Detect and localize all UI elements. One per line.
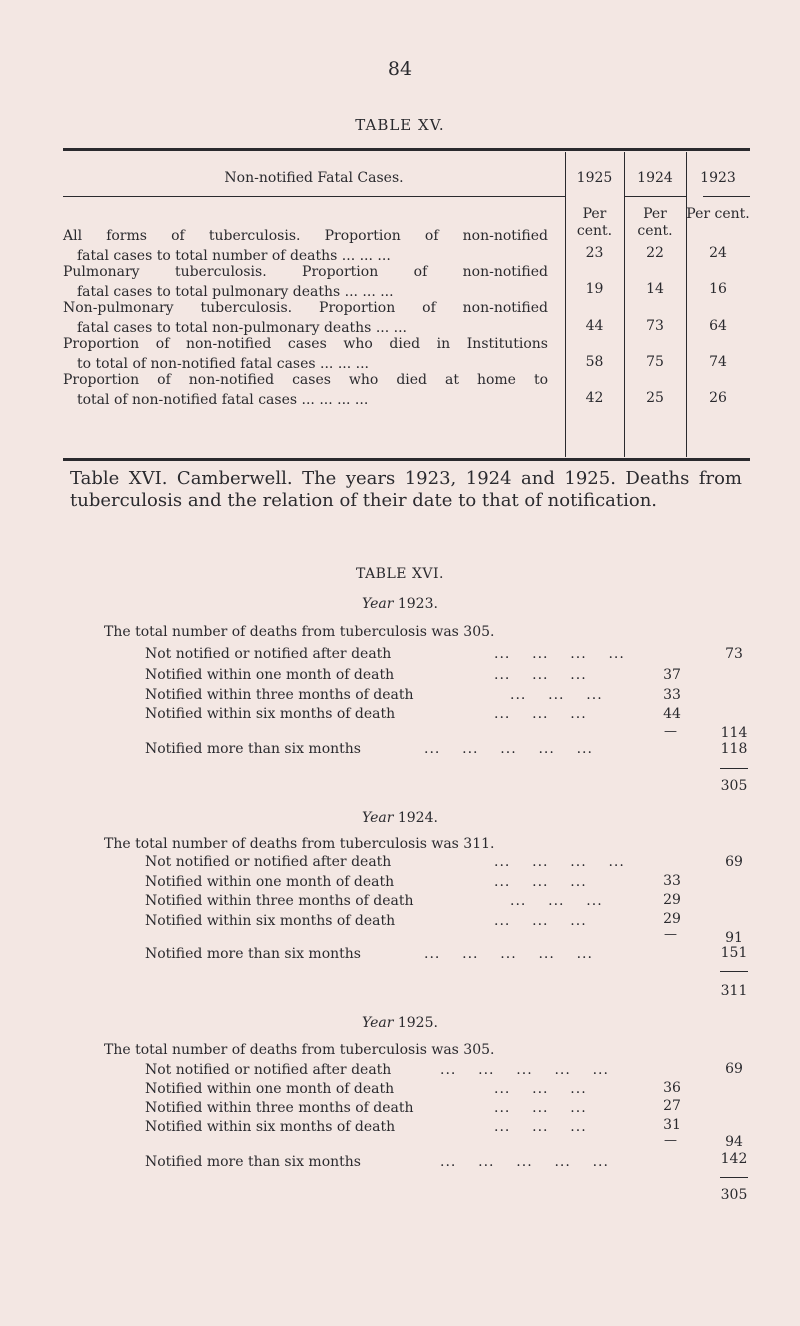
value-more-than-six: 118 — [720, 741, 748, 757]
leader-dots: ... ... ... ... — [494, 854, 625, 870]
leader-dots: ... ... ... — [510, 893, 603, 909]
value-one-month: 33 — [663, 873, 681, 889]
unit-label: Per cent. — [637, 206, 673, 239]
item-label: Notified within one month of death — [145, 874, 395, 890]
item-label: Notified more than six months — [145, 946, 361, 962]
value-total: 305 — [720, 778, 748, 794]
header-rule — [703, 196, 750, 197]
value-one-month: 36 — [663, 1080, 681, 1096]
dash: — — [664, 927, 677, 942]
value-cell: 24 — [709, 245, 727, 261]
value-three-months: 33 — [663, 687, 681, 703]
row-label-line: fatal cases to total pulmonary deaths ... ... ... — [77, 284, 394, 300]
leader-dots: ... ... ... — [510, 687, 603, 703]
row-label — [63, 298, 548, 338]
leader-dots: ... ... ... — [494, 1119, 587, 1135]
leader-dots: ... ... ... — [494, 1081, 587, 1097]
leader-dots: ... ... ... ... — [494, 646, 625, 662]
value-subtotal: 114 — [720, 725, 748, 741]
leader-dots: ... ... ... — [494, 706, 587, 722]
page-number: 84 — [387, 58, 413, 80]
row-label — [63, 262, 548, 302]
column-divider — [565, 152, 566, 457]
value-three-months: 27 — [663, 1098, 681, 1114]
item-label: Not notified or notified after death — [145, 854, 392, 870]
value-total: 305 — [720, 1187, 748, 1203]
value-cell: 25 — [646, 390, 664, 406]
value-six-months: 44 — [663, 706, 681, 722]
year-word: Year — [362, 1015, 394, 1031]
header-year-1925: 1925 — [576, 170, 613, 186]
value-not-notified: 73 — [725, 646, 743, 662]
leader-dots: ... ... ... — [494, 874, 587, 890]
total-deaths-statement: The total number of deaths from tuberculosis was 305. — [104, 624, 495, 640]
header-rule — [624, 196, 686, 197]
unit-label: Per cent. — [576, 206, 613, 239]
item-label: Notified within six months of death — [145, 706, 396, 722]
table-xvi-intro-paragraph: Table XVI. Camberwell. The years 1923, 1924 and 1925. Deaths from tuberculosis and the relation of their date to that of notification. — [70, 468, 742, 511]
value-cell: 19 — [585, 281, 604, 297]
dash: — — [664, 1133, 677, 1148]
header-year-1923: 1923 — [700, 170, 736, 186]
item-label: Notified more than six months — [145, 741, 361, 757]
value-cell: 58 — [585, 354, 604, 370]
row-label-line: Proportion of non-notified cases who died at home to — [63, 372, 548, 388]
header-label: Non-notified Fatal Cases. — [224, 170, 404, 186]
table-xv — [63, 148, 750, 461]
row-label-line: Pulmonary tuberculosis. Proportion of non-notified — [63, 264, 548, 280]
value-cell: 22 — [646, 245, 664, 261]
value-cell: 74 — [709, 354, 727, 370]
value-cell: 44 — [585, 318, 604, 334]
sum-rule — [720, 971, 748, 972]
item-label: Notified within six months of death — [145, 1119, 396, 1135]
value-subtotal: 91 — [725, 930, 743, 946]
value-total: 311 — [720, 983, 748, 999]
row-label — [63, 370, 548, 410]
header-rule — [63, 196, 565, 197]
leader-dots: ... ... ... ... ... — [424, 946, 593, 962]
leader-dots: ... ... ... ... ... — [424, 741, 593, 757]
total-deaths-statement: The total number of deaths from tuberculosis was 305. — [104, 1042, 495, 1058]
value-one-month: 37 — [663, 667, 681, 683]
leader-dots: ... ... ... ... ... — [440, 1154, 609, 1170]
value-cell: 42 — [585, 390, 604, 406]
item-label: Not notified or notified after death — [145, 646, 392, 662]
header-year-1924: 1924 — [637, 170, 673, 186]
item-label: Not notified or notified after death — [145, 1062, 392, 1078]
dash: — — [664, 724, 677, 739]
column-divider — [686, 152, 687, 457]
year-value: 1924. — [397, 810, 438, 826]
year-heading — [0, 810, 800, 826]
value-not-notified: 69 — [725, 1061, 743, 1077]
column-divider — [624, 152, 625, 457]
sum-rule — [720, 1177, 748, 1178]
value-cell: 16 — [709, 281, 727, 297]
value-not-notified: 69 — [725, 854, 743, 870]
row-label-line: to total of non-notified fatal cases ... ... ... — [77, 356, 369, 372]
leader-dots: ... ... ... — [494, 1100, 587, 1116]
item-label: Notified within one month of death — [145, 667, 395, 683]
year-value: 1925. — [397, 1015, 438, 1031]
value-subtotal: 94 — [725, 1134, 743, 1150]
value-cell: 23 — [585, 245, 604, 261]
sum-rule — [720, 768, 748, 769]
item-label: Notified within three months of death — [145, 893, 414, 909]
value-cell: 26 — [709, 390, 727, 406]
item-label: Notified within three months of death — [145, 1100, 414, 1116]
value-three-months: 29 — [663, 892, 681, 908]
row-label-line: total of non-notified fatal cases ... ... ... ... — [77, 392, 369, 408]
year-word: Year — [362, 810, 394, 826]
year-word: Year — [362, 596, 394, 612]
value-cell: 14 — [646, 281, 664, 297]
value-six-months: 29 — [663, 911, 681, 927]
year-heading — [0, 1015, 800, 1031]
value-cell: 73 — [646, 318, 664, 334]
value-more-than-six: 142 — [720, 1151, 748, 1167]
value-six-months: 31 — [663, 1117, 681, 1133]
row-label-line: Proportion of non-notified cases who died in Institutions — [63, 336, 548, 352]
row-label-line: fatal cases to total number of deaths ... ... ... — [77, 248, 391, 264]
row-label-line: fatal cases to total non-pulmonary deaths ... ... — [77, 320, 407, 336]
item-label: Notified more than six months — [145, 1154, 361, 1170]
year-heading — [0, 596, 800, 612]
year-value: 1923. — [397, 596, 438, 612]
leader-dots: ... ... ... — [494, 667, 587, 683]
row-label — [63, 334, 548, 374]
total-deaths-statement: The total number of deaths from tuberculosis was 311. — [104, 836, 495, 852]
item-label: Notified within one month of death — [145, 1081, 395, 1097]
item-label: Notified within three months of death — [145, 687, 414, 703]
table-xvi-title: TABLE XVI. — [356, 566, 444, 582]
unit-label: Per cent. — [686, 206, 750, 222]
bottom-rule — [63, 458, 750, 461]
row-label-line: All forms of tuberculosis. Proportion of non-notified — [63, 228, 548, 244]
leader-dots: ... ... ... ... ... — [440, 1062, 609, 1078]
row-label-line: Non-pulmonary tuberculosis. Proportion of non-notified — [63, 300, 548, 316]
top-rule — [63, 148, 750, 151]
row-label — [63, 226, 548, 266]
value-cell: 64 — [709, 318, 727, 334]
item-label: Notified within six months of death — [145, 913, 396, 929]
table-xv-title: TABLE XV. — [355, 116, 445, 134]
value-cell: 75 — [646, 354, 664, 370]
leader-dots: ... ... ... — [494, 913, 587, 929]
value-more-than-six: 151 — [720, 945, 748, 961]
